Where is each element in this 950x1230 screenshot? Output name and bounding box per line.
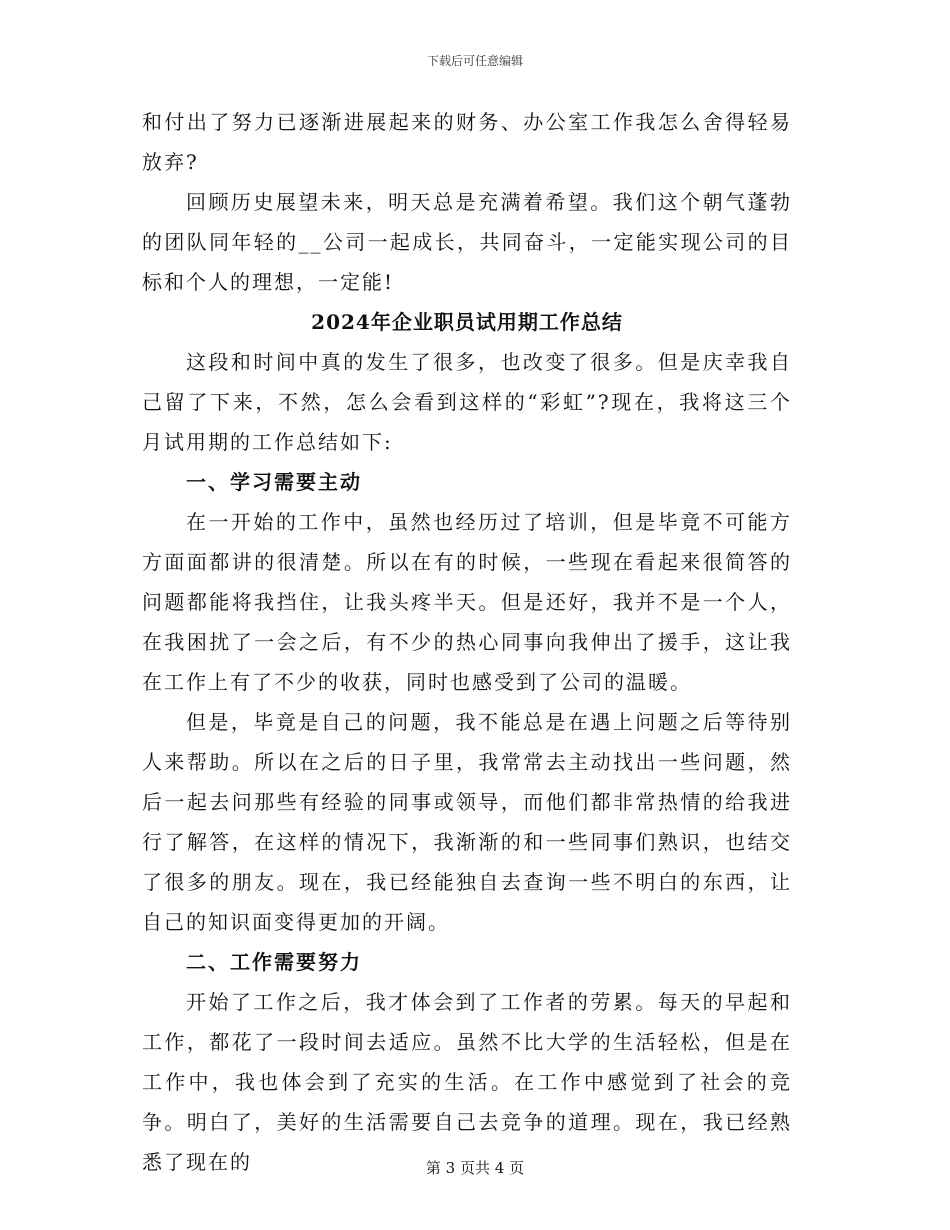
page-number: 第 3 页共 4 页 [425, 1159, 525, 1177]
document-body [142, 102, 792, 1182]
paragraph-work-1: 开始了工作之后，我才体会到了工作者的劳累。每天的早起和工作，都花了一段时间去适应。虽然不比大学的生活轻松，但是在工作中，我也体会到了充实的生活。在工作中感觉到了社会的竞争。明白了，美好的生活需要自己去竞争的道理。现在，我已经熟悉了现在的 [142, 990, 792, 1174]
document-title: 2024年企业职员试用期工作总结 [311, 310, 623, 334]
paragraph-learning-2: 但是，毕竟是自己的问题，我不能总是在遇上问题之后等待别人来帮助。所以在之后的日子里，我常常去主动找出一些问题，然后一起去问那些有经验的同事或领导，而他们都非常热情的给我进行了解答，在这样的情况下，我渐渐的和一些同事们熟识，也结交了很多的朋友。现在，我已经能独自去查询一些不明白的东西，让自己的知识面变得更加的开阔。 [142, 710, 792, 934]
paragraph-learning-1: 在一开始的工作中，虽然也经历过了培训，但是毕竟不可能方方面面都讲的很清楚。所以在有的时候，一些现在看起来很简答的问题都能将我挡住，让我头疼半天。但是还好，我并不是一个人，在我困扰了一会之后，有不少的热心同事向我伸出了援手，这让我在工作上有了不少的收获，同时也感受到了公司的温暖。 [142, 510, 792, 694]
section-heading-work: 二、工作需要努力 [186, 950, 362, 974]
page-header: 下载后可任意编辑 [426, 54, 523, 68]
paragraph-review: 回顾历史展望未来，明天总是充满着希望。我们这个朝气蓬勃的团队同年轻的__公司一起成长，共同奋斗，一定能实现公司的目标和个人的理想，一定能! [142, 190, 792, 294]
paragraph-continuation: 和付出了努力已逐渐进展起来的财务、办公室工作我怎么舍得轻易放弃? [142, 110, 792, 174]
section-heading-learning: 一、学习需要主动 [186, 470, 362, 494]
paragraph-intro: 这段和时间中真的发生了很多，也改变了很多。但是庆幸我自己留了下来，不然，怎么会看到这样的“彩虹”?现在，我将这三个月试用期的工作总结如下: [142, 350, 792, 454]
